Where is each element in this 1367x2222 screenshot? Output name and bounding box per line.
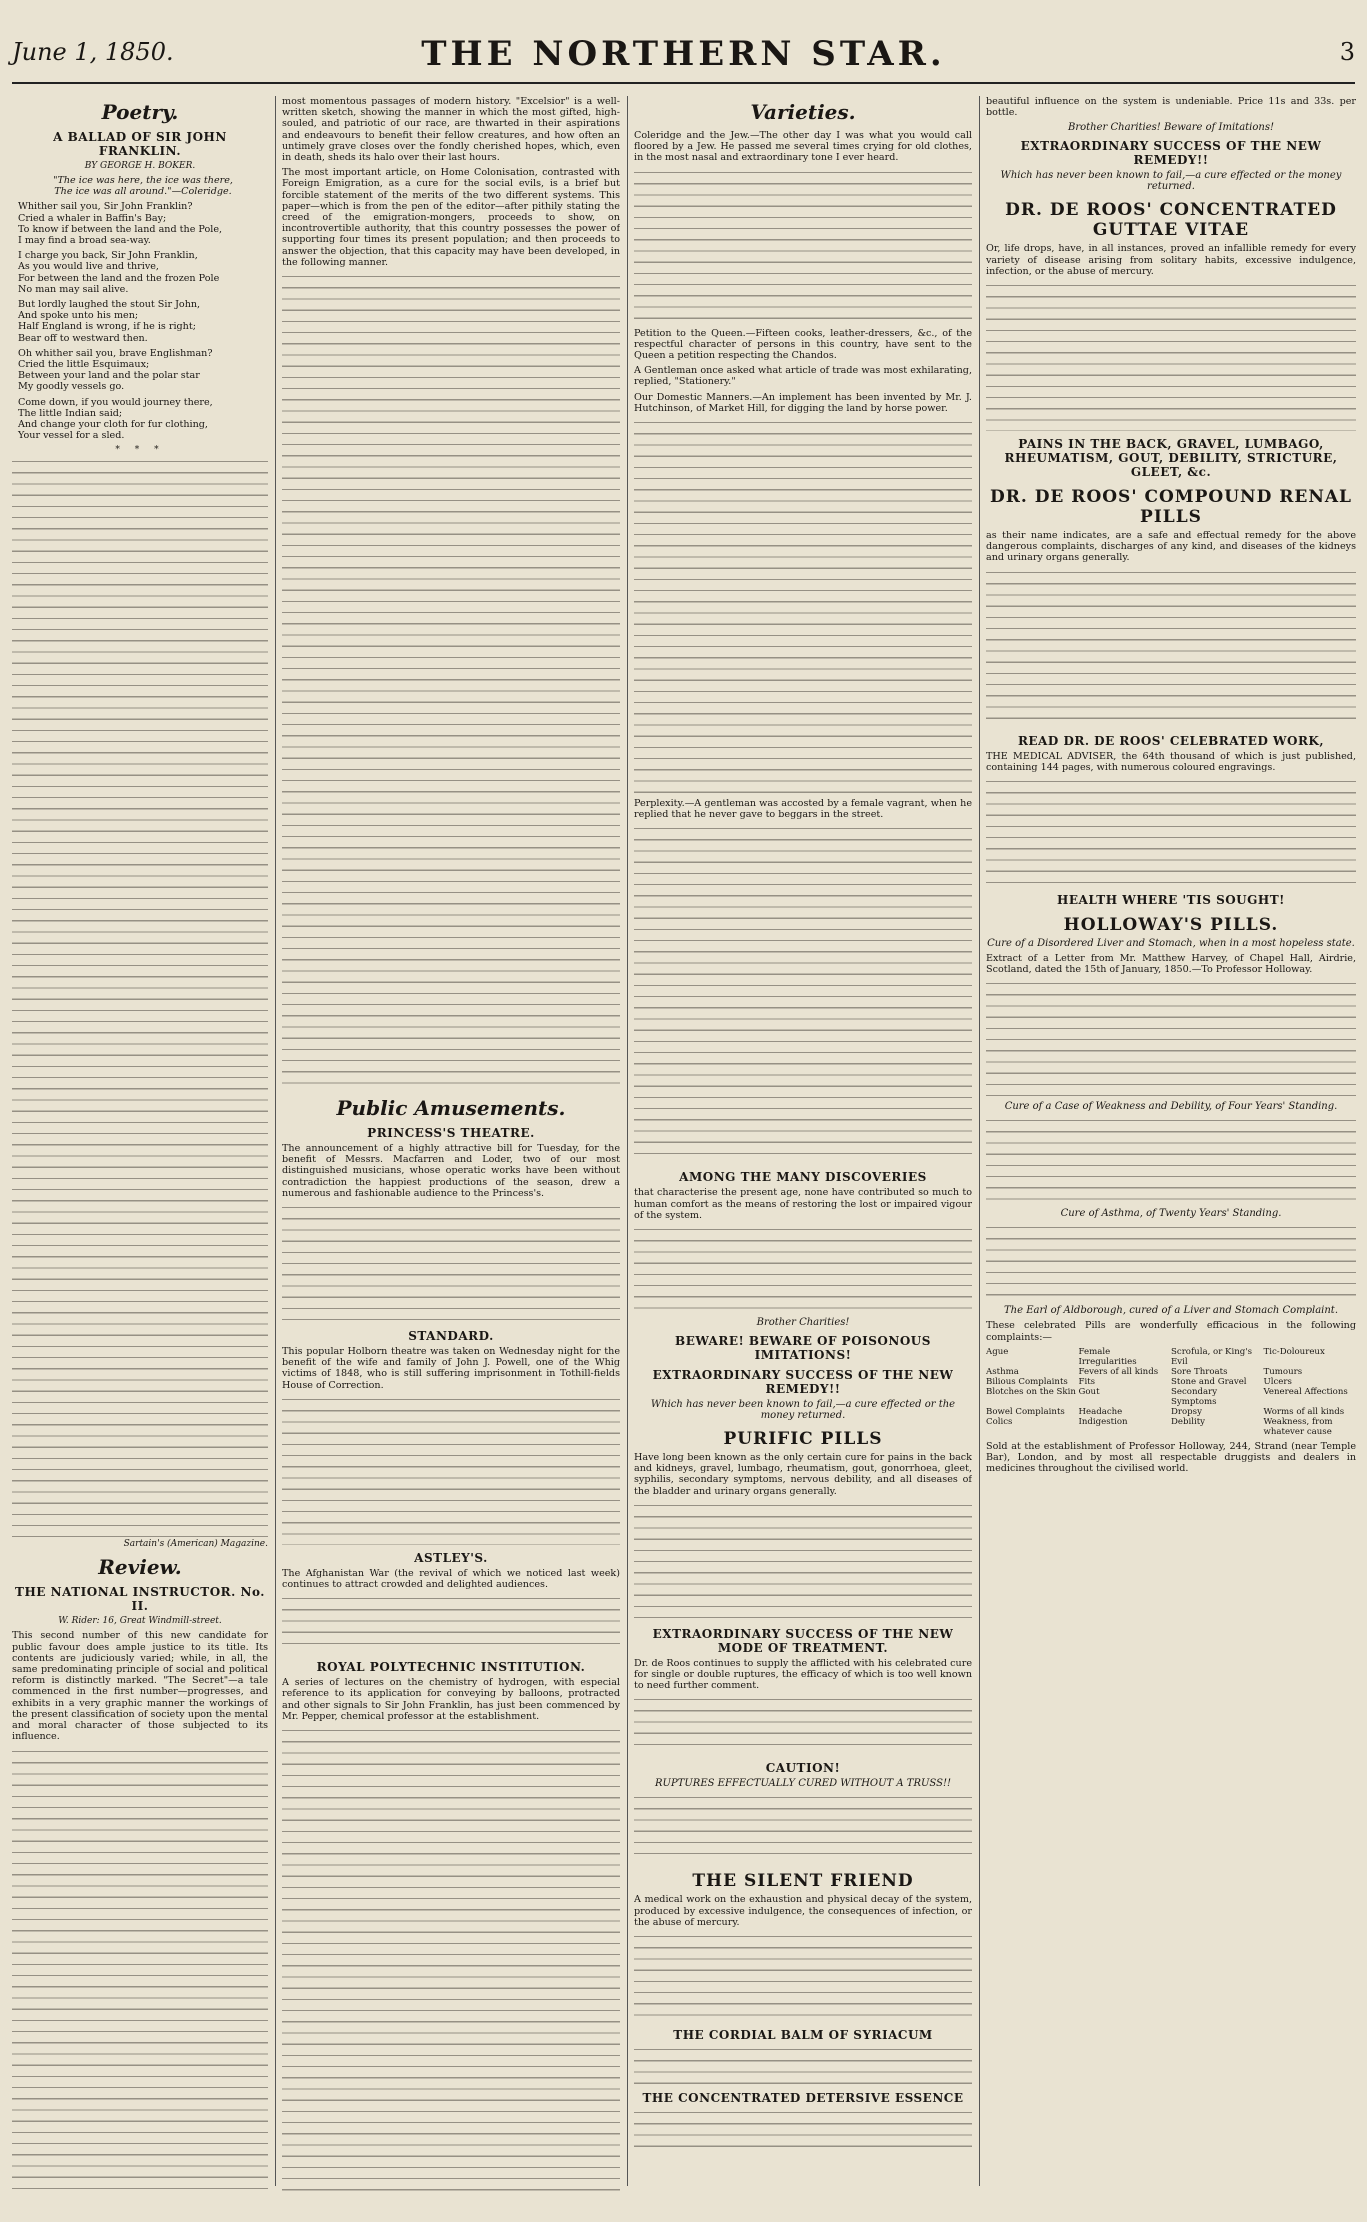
column-1	[12, 96, 268, 2196]
complaint-item: Bowel Complaints	[986, 1406, 1065, 1417]
ad-heading: Brother Charities! Beware of Imitations!	[1068, 122, 1274, 134]
ad-text: THE MEDICAL ADVISER, the 64th thousand of which is just published, containing 144 pages, with numerous coloured engravings.	[986, 750, 1356, 773]
complaint-item: Indigestion	[1078, 1416, 1128, 1427]
theatre-review: This popular Holborn theatre was taken on Wednesday night for the benefit of the wife and family of John J. Powell, one of the Whig victims of 1848, who is still suffering imprisonment in Tothill-fields House of Correction.	[282, 1346, 620, 1391]
review-body-text: The most important article, on Home Colonisation, contrasted with Foreign Emigration, as a cure for the social evils, is a brief but forcible statement of the merits of the two different systems. This paper—which is from the pen of the editor—after pithily stating the creed of the emigration-mongers, proceeds to show, on incontrovertible authority, that this country possesses the power of supporting four times its present population; and then proceeds to answer the objection, that this capacity may have been developed, in the following manner.	[282, 167, 620, 268]
review-title: THE NATIONAL INSTRUCTOR. No. II.	[15, 1585, 265, 1614]
poem-stanza: I charge you back, Sir John Franklin, As you would live and thrive, For between the land and the frozen Pole No man may sail alive.	[18, 250, 220, 295]
complaint-item: Debility	[1171, 1416, 1206, 1427]
ad-continued-text	[986, 979, 1356, 1099]
section-heading-varieties: Varieties.	[750, 100, 856, 124]
review-continued-text	[12, 1747, 268, 2197]
complaint-item: Blotches on the Skin	[986, 1386, 1076, 1397]
ad-continued-text	[986, 1223, 1356, 1303]
ad-title: CAUTION!	[765, 1761, 841, 1776]
complaint-item: Fevers of all kinds	[1078, 1366, 1159, 1377]
ad-text: Dr. de Roos continues to supply the afflicted with his celebrated cure for single or double ruptures, the efficacy of which is too well known to need further comment.	[634, 1657, 972, 1692]
ad-text: A medical work on the exhaustion and physical decay of the system, produced by excessive indulgence, the consequences of infection, or the abuse of mercury.	[634, 1894, 972, 1928]
ad-title-large: THE SILENT FRIEND	[692, 1871, 914, 1892]
ad-title: READ DR. DE ROOS' CELEBRATED WORK,	[1017, 733, 1325, 748]
ad-continued-text	[986, 281, 1356, 431]
ad-title: AMONG THE MANY DISCOVERIES	[679, 1170, 927, 1185]
ad-warning: BEWARE! BEWARE OF POISONOUS IMITATIONS!	[675, 1334, 931, 1363]
ad-text: Have long been known as the only certain cure for pains in the back and kidneys, gravel, lumbago, rheumatism, gout, gonorrhoea, gleet, syphilis, secondary symptoms, nervous debility, and all diseases of the bladder and urinary organs generally.	[634, 1452, 972, 1497]
complaint-item: Ulcers	[1263, 1376, 1292, 1387]
ad-title: THE CONCENTRATED DETERSIVE ESSENCE	[642, 2091, 964, 2106]
ad-subtitle: Which has never been known to fail,—a cure effected or the money returned.	[650, 1399, 956, 1422]
ad-title: EXTRAORDINARY SUCCESS OF THE NEW REMEDY!!	[1020, 139, 1322, 168]
complaint-item: Weakness, from whatever cause	[1263, 1416, 1333, 1437]
theatre-continued-text	[282, 1395, 620, 1545]
variety-item: Coleridge and the Jew.—The other day I was what you would call floored by a Jew. He passed me several times crying for old clothes, in the most nasal and extraordinary tone I ever heard.	[634, 130, 972, 164]
review-lead-text: most momentous passages of modern history. "Excelsior" is a well-written sketch, showing the manner in which the most gifted, high-souled, and patriotic of our race, are thwarted in their aspirations and endeavours to benefit their fellow creatures, and how often an untimely grave closes over the fondly cherished hopes, which, even in death, sheds its halo over their last hours.	[282, 96, 620, 164]
ad-title: THE CORDIAL BALM OF SYRIACUM	[673, 2028, 933, 2043]
masthead	[12, 30, 1355, 74]
page-number: 3	[1339, 38, 1355, 66]
section-heading-public-amusements: Public Amusements.	[336, 1096, 566, 1121]
theatre-heading: ASTLEY'S.	[414, 1550, 488, 1565]
variety-item: Petition to the Queen.—Fifteen cooks, leather-dressers, &c., of the respectful character of persons in this country, have sent to the Queen a petition respecting the Chandos.	[634, 327, 972, 362]
section-heading-poetry: Poetry.	[101, 100, 179, 124]
complaint-item: Tic-Doloureux	[1263, 1346, 1325, 1357]
theatre-review: The Afghanistan War (the revival of which we noticed last week) continues to attract crowded and delighted audiences.	[282, 1567, 620, 1591]
ad-subtitle: Cure of a Disordered Liver and Stomach, when in a most hopeless state.	[987, 938, 1355, 950]
poem-title: A BALLAD OF SIR JOHN FRANKLIN.	[53, 130, 227, 158]
complaint-item: Colics	[986, 1416, 1013, 1427]
column-divider	[275, 96, 276, 2186]
issue-date: June 1, 1850.	[12, 38, 174, 66]
theatre-continued-text	[282, 1594, 620, 1654]
complaints-list	[986, 1347, 1356, 1437]
poem-continued-text	[12, 457, 268, 1537]
poem-stanza: Come down, if you would journey there, The little Indian said; And change your cloth for fur clothing, Your vessel for a sled.	[18, 396, 213, 442]
complaint-item: Stone and Gravel	[1171, 1376, 1247, 1387]
stanza-separator: * * *	[115, 445, 165, 456]
complaint-item: Venereal Affections	[1263, 1386, 1348, 1397]
poem-stanza: Whither sail you, Sir John Franklin? Cried a whaler in Baffin's Bay; To know if between the land and the Pole, I may find a broad sea-way.	[18, 201, 223, 247]
ad-title: HEALTH WHERE 'TIS SOUGHT!	[1057, 893, 1285, 908]
theatre-continued-text	[282, 1726, 620, 2196]
complaint-item: Secondary Symptoms	[1171, 1386, 1218, 1407]
column-4	[986, 96, 1356, 2196]
variety-item: Our Domestic Manners.—An implement has been invented by Mr. J. Hutchinson, of Market Hill, for digging the land by horse power.	[634, 391, 972, 414]
ad-lead-text: beautiful influence on the system is undeniable. Price 11s and 33s. per bottle.	[986, 96, 1356, 119]
variety-item: Perplexity.—A gentleman was accosted by a female vagrant, when he replied that he never gave to beggars in the street.	[634, 798, 972, 821]
ad-subtitle: Cure of Asthma, of Twenty Years' Standing.	[1060, 1208, 1282, 1220]
section-heading-review: Review.	[98, 1555, 182, 1580]
theatre-continued-text	[282, 1203, 620, 1323]
review-continued-text	[282, 272, 620, 1092]
theatre-review: A series of lectures on the chemistry of hydrogen, with especial reference to its application for conveying by balloons, protracted and other signals to Sir John Franklin, has just been commenced by Mr. Pepper, chemical professor at the establishment.	[282, 1677, 620, 1722]
column-divider	[627, 96, 628, 2186]
masthead-rule	[12, 82, 1355, 84]
ad-text: as their name indicates, are a safe and effectual remedy for the above dangerous complaints, discharges of any kind, and diseases of the kidneys and urinary organs generally.	[986, 530, 1356, 564]
ad-title: EXTRAORDINARY SUCCESS OF THE NEW REMEDY!!	[652, 1368, 954, 1397]
ad-title-large: PURIFIC PILLS	[723, 1429, 883, 1450]
poem-stanza: But lordly laughed the stout Sir John, And spoke unto his men; Half England is wrong, if he is right; Bear off to westward then.	[18, 299, 201, 344]
review-text: This second number of this new candidate for public favour does ample justice to its title. Its contents are judiciously varied; while, in all, the same predominating principle of social and political reform is distinctly marked. "The Secret"—a tale commenced in the first number—progresses, and exhibits in a very graphic manner the workings of the present classification of society upon the mental and moral character of those subjected to its influence.	[12, 1630, 268, 1743]
ad-subtitle: The Earl of Aldborough, cured of a Liver and Stomach Complaint.	[1003, 1305, 1339, 1317]
ad-footer-text: Sold at the establishment of Professor Holloway, 244, Strand (near Temple Bar), London, and by most all respectable druggists and dealers in medicines throughout the civilised world.	[986, 1440, 1356, 1475]
ad-subtitle: Cure of a Case of Weakness and Debility, of Four Years' Standing.	[1004, 1101, 1338, 1113]
complaint-item: Headache	[1078, 1406, 1123, 1417]
poem-epigraph: "The ice was here, the ice was there, The ice was all around."—Coleridge.	[53, 175, 233, 198]
variety-item: A Gentleman once asked what article of trade was most exhilarating, replied, "Stationery."	[634, 365, 972, 388]
ad-continued-text	[986, 1116, 1356, 1206]
theatre-review: The announcement of a highly attractive bill for Tuesday, for the benefit of Messrs. Macfarren and Loder, two of our most distinguished musicians, whose operatic works have been without contradiction the happiest productions of the season, drew a numerous and fashionable audience to the Princess's.	[282, 1143, 620, 1199]
ad-subtitle: RUPTURES EFFECTUALLY CURED WITHOUT A TRUSS!!	[655, 1778, 951, 1790]
column-divider	[979, 96, 980, 2186]
column-3-ads	[634, 96, 972, 2196]
ad-subtitle: Which has never been known to fail,—a cure effected or the money returned.	[1000, 170, 1342, 193]
complaint-item: Gout	[1078, 1386, 1100, 1397]
complaint-item: Ague	[986, 1346, 1009, 1357]
ad-text: that characterise the present age, none have contributed so much to human comfort as the means of restoring the lost or impaired vigour of the system.	[634, 1187, 972, 1221]
ad-title-large: DR. DE ROOS' CONCENTRATED GUTTAE VITAE	[1005, 200, 1337, 241]
ad-continued-text	[986, 568, 1356, 728]
theatre-heading: PRINCESS'S THEATRE.	[367, 1126, 535, 1141]
poem-stanza: Oh whither sail you, brave Englishman? Cried the little Esquimaux; Between your land and the polar star My goodly vessels go.	[18, 347, 213, 393]
ad-title: EXTRAORDINARY SUCCESS OF THE NEW MODE OF TREATMENT.	[652, 1626, 954, 1655]
ad-text: These celebrated Pills are wonderfully efficacious in the following complaints:—	[986, 1320, 1356, 1343]
ad-title: PAINS IN THE BACK, GRAVEL, LUMBAGO, RHEUMATISM, GOUT, DEBILITY, STRICTURE, GLEET, &c.	[1004, 437, 1338, 480]
complaint-item: Bilious Complaints	[986, 1376, 1068, 1387]
theatre-heading: STANDARD.	[408, 1329, 494, 1344]
ad-title-large: DR. DE ROOS' COMPOUND RENAL PILLS	[989, 487, 1352, 528]
ad-continued-text	[986, 777, 1356, 887]
complaint-item: Tumours	[1263, 1366, 1303, 1377]
poem-author: BY GEORGE H. BOKER.	[84, 161, 196, 171]
ad-title-large: HOLLOWAY'S PILLS.	[1063, 915, 1279, 936]
complaint-item: Dropsy	[1171, 1406, 1202, 1417]
ad-text: Extract of a Letter from Mr. Matthew Harvey, of Chapel Hall, Airdrie, Scotland, dated the 15th of January, 1850.—To Professor Holloway.	[986, 953, 1356, 976]
complaint-item: Scrofula, or King's Evil	[1171, 1346, 1253, 1367]
review-publisher: W. Rider: 16, Great Windmill-street.	[58, 1616, 222, 1627]
complaint-item: Worms of all kinds	[1263, 1406, 1345, 1417]
theatre-heading: ROYAL POLYTECHNIC INSTITUTION.	[316, 1660, 586, 1675]
ad-text: Or, life drops, have, in all instances, proved an infallible remedy for every variety of disease arising from solitary habits, excessive indulgence, infection, or the abuse of mercury.	[986, 243, 1356, 277]
complaint-item: Fits	[1078, 1376, 1096, 1387]
column-2	[282, 96, 620, 2196]
complaint-item: Asthma	[986, 1366, 1019, 1377]
newspaper-title: THE NORTHERN STAR.	[421, 34, 946, 74]
poem-attribution: Sartain's (American) Magazine.	[123, 1539, 268, 1550]
complaint-item: Female Irregularities	[1078, 1346, 1137, 1367]
ad-heading: Brother Charities!	[756, 1317, 850, 1329]
complaint-item: Sore Throats	[1171, 1366, 1228, 1377]
